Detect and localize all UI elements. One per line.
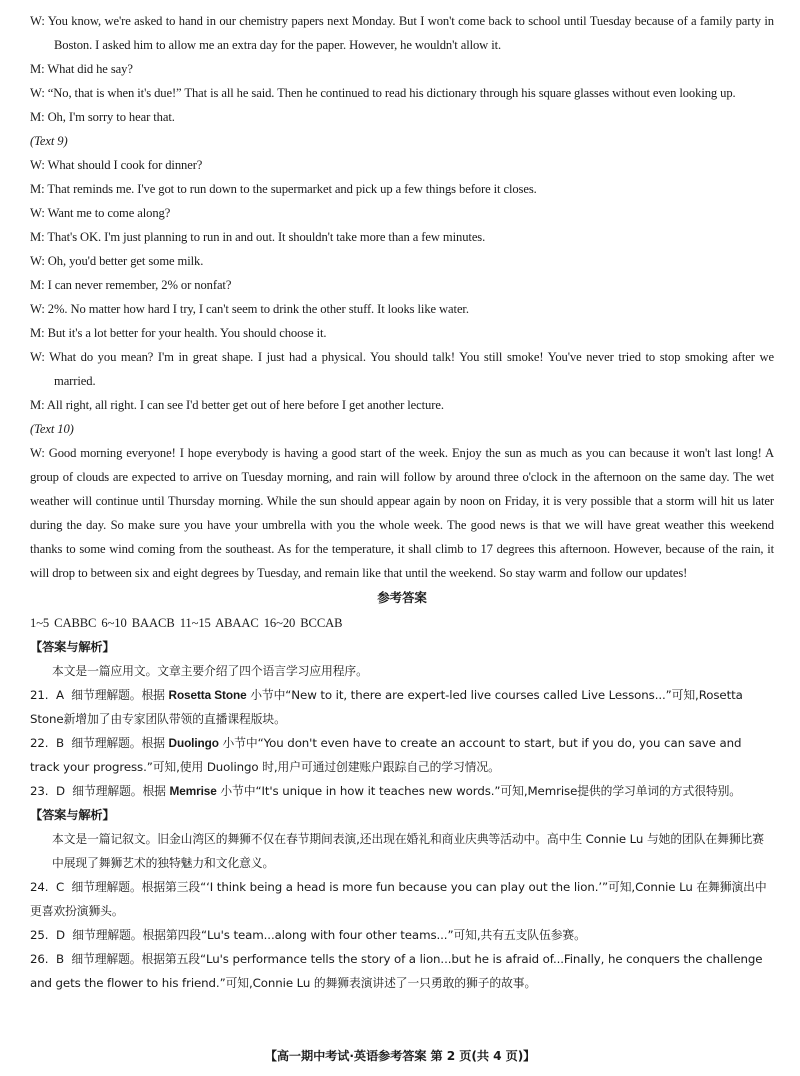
dialogue-line: M: That reminds me. I've got to run down to the supermarket and pick up a few things before it closes. [30,182,537,196]
dialogue-line: M: Oh, I'm sorry to hear that. [30,110,175,124]
passage-summary: 本文是一篇应用文。文章主要介绍了四个语言学习应用程序。 [52,664,368,678]
answer-explanation: 22. B 细节理解题。根据 Duolingo 小节中“You don't even have to create an account to start, but if you do, you can save and track your progress.”可知,使用 Duolingo 时,用户可通过创建账户跟踪自己的学习情况。 [30,736,742,774]
dialogue-line: W: What should I cook for dinner? [30,158,203,172]
dialogue-line: W: Want me to come along? [30,206,171,220]
dialogue-line: M: I can never remember, 2% or nonfat? [30,278,232,292]
analysis-heading: 【答案与解析】 [30,808,115,822]
answer-key: 1~5 CABBC 6~10 BAACB 11~15 ABAAC 16~20 BCCAB [30,616,343,630]
answer-explanation: 26. B 细节理解题。根据第五段“Lu's performance tells the story of a lion...but he is afraid of...Finally, he conquers the challenge and gets the flower to his friend.”可知,Connie Lu 的舞狮表演讲述了一只勇敢的狮子的故事。 [30,952,763,990]
dialogue-line: M: That's OK. I'm just planning to run in and out. It shouldn't take more than a few minutes. [30,230,486,244]
dialogue-line: M: What did he say? [30,62,133,76]
monologue-paragraph: W: Good morning everyone! I hope everybody is having a good start of the week. Enjoy the sun as much as you can because it won't last long! A group of clouds are expected to arrive on Tuesday morning, and rain will follow by around three o'clock in the afternoon on the same day. The wet weather will continue until Thursday morning. While the sun should appear again by noon on Friday, it is very possible that a storm will hit us later during the day. So make sure you have your umbrella with you the whole week. The good news is that we will have great weather this weekend thanks to some wind coming from the southeast. As for the temperature, it shall climb to 17 degrees this afternoon. However, because of the rain, it will drop to between six and eight degrees by Tuesday, and remain like that until the weekend. So stay warm and follow our updates! [30,446,774,580]
analysis-heading: 【答案与解析】 [30,640,115,654]
dialogue-line: W: “No, that is when it's due!” That is all he said. Then he continued to read his dictionary through his square glasses without even looking up. [30,86,736,100]
answer-explanation: 25. D 细节理解题。根据第四段“Lu's team...along with four other teams...”可知,共有五支队伍参赛。 [30,928,586,942]
page-footer: 【高一期中考试·英语参考答案 第 2 页(共 4 页)】 [264,1049,536,1063]
dialogue-line: M: All right, all right. I can see I'd better get out of here before I get another lecture. [30,398,444,412]
answers-title: 参考答案 [377,590,427,605]
answer-explanation: 23. D 细节理解题。根据 Memrise 小节中“It's unique in how it teaches new words.”可知,Memrise提供的学习单词的方式很特别。 [30,784,741,798]
text10-label: (Text 10) [30,422,74,436]
dialogue-line: W: 2%. No matter how hard I try, I can't seem to drink the other stuff. It looks like water. [30,302,469,316]
answer-explanation: 21. A 细节理解题。根据 Rosetta Stone 小节中“New to it, there are expert-led live courses called Live Lessons...”可知,Rosetta Stone新增加了由专家团队带领的直播课程版块。 [30,688,743,726]
dialogue-line: M: But it's a lot better for your health. You should choose it. [30,326,327,340]
passage-summary: 本文是一篇记叙文。旧金山湾区的舞狮不仅在春节期间表演,还出现在婚礼和商业庆典等活动中。高中生 Connie Lu 与她的团队在舞狮比赛中展现了舞狮艺术的独特魅力和文化意义。 [52,832,764,870]
answer-explanation: 24. C 细节理解题。根据第三段“‘I think being a head is more fun because you can play out the lion.’”可知,Connie Lu 在舞狮演出中更喜欢扮演狮头。 [30,880,767,918]
dialogue-line: W: Oh, you'd better get some milk. [30,254,204,268]
dialogue-line: W: What do you mean? I'm in great shape. I just had a physical. You should talk! You still smoke! You've never tried to stop smoking after we married. [30,350,774,388]
text9-label: (Text 9) [30,134,68,148]
dialogue-line: W: You know, we're asked to hand in our chemistry papers next Monday. But I won't come back to school until Tuesday because of a family party in Boston. I asked him to allow me an extra day for the paper. However, he wouldn't allow it. [30,14,774,52]
